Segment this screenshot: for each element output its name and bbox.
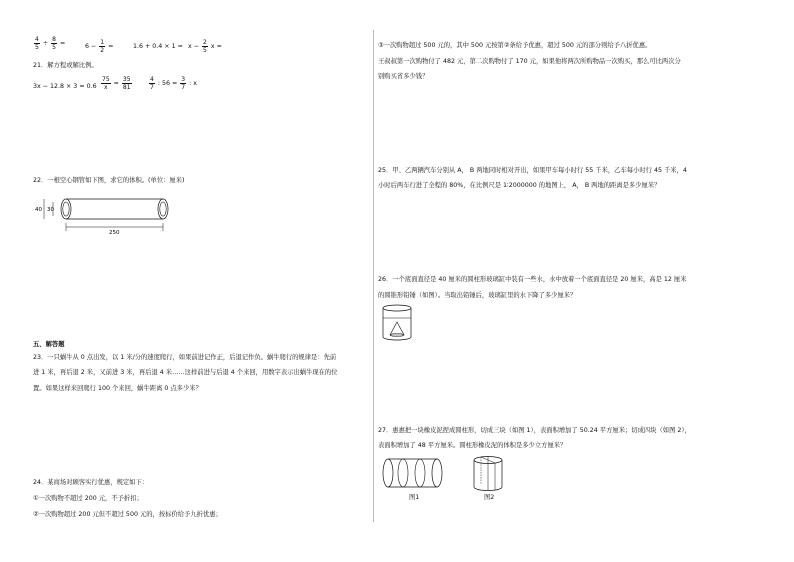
q24-cont-line-3: 别购买省多少钱？ — [378, 73, 429, 80]
q25-line-2: 小时后两车行进了全程的 80%，在比例尺是 1∶2000000 的地图上， A， B 两地的距离是多少厘米？ — [378, 182, 661, 189]
q23-line-2: 进 1 米，再后退 2 米，又前进 3 米，再后退 4 米……这样前进与后退 4 个来回，用数字表示出蜗牛现在的位 — [33, 369, 338, 376]
q24-line-1: 24．某商场对顾客实行优惠，规定如下： — [33, 479, 149, 486]
steel-pipe-figure — [33, 195, 173, 240]
q24-cont-line-1: ③一次购物超过 500 元的，其中 500 元按第②条给予优惠，超过 500 元的部分则给予八折优惠。 — [378, 42, 652, 49]
q27-line-1: 27．惠惠把一块橡皮泥捏成圆柱形，切成三块（如图 1），表面积增加了 50.24 平方厘米；切成四块（如图 2）， — [378, 427, 691, 434]
cylinder-with-cone-figure — [381, 304, 413, 342]
q24-line-3: ②一次购物超过 200 元但不超过 500 元的，按标价给予九折优惠； — [33, 511, 222, 518]
q22-title: 22．一根空心钢管如下图，求它的体积。(单位：厘米) — [33, 177, 185, 184]
q24-cont-line-2: 王叔叔第一次购物付了 482 元，第二次购物付了 170 元，如果他将两次所购物品一次购买，那么可比两次分 — [378, 58, 681, 65]
q23-line-1: 23．一只蜗牛从 0 点出发，以 1 米/分的速度爬行，如果前进记作正，后退记作负。蜗牛爬行的规律是：先前 — [33, 354, 337, 361]
fraction: $\frac{4}{5}$ — [35, 36, 39, 51]
q21-equation-3: $\frac{4}{7}$ : 56 = $\frac{3}{7}$ : x — [150, 76, 197, 91]
fraction: $\frac{75}{x}$ — [102, 76, 110, 91]
column-divider — [373, 30, 374, 522]
fraction: $\frac{4}{7}$ — [150, 76, 154, 91]
q21-title: 21．解方程或解比例。 — [33, 62, 98, 69]
fraction: $\frac{1}{2}$ — [100, 39, 105, 54]
section-title: 五、解答题 — [33, 341, 65, 348]
q21-equation-1: 3x − 12.8 × 3 = 0.6 — [33, 83, 97, 90]
fraction: $\frac{2}{5}$ — [203, 39, 207, 54]
calc-item-4: x − $\frac{2}{5}$ x = — [188, 39, 222, 54]
fraction: $\frac{3}{7}$ — [181, 76, 186, 91]
q27-line-2: 表面积增加了 48 平方厘米。圆柱形橡皮泥的体积是多少立方厘米？ — [378, 442, 567, 449]
dim-length: 250 — [109, 230, 120, 236]
q25-line-1: 25．甲、乙两辆汽车分别从 A， B 两地同时相对开出，如果甲车每小时行 55 千米，乙车每小时行 45 千米，4 — [378, 167, 687, 174]
cylinder-four-pieces-figure — [471, 456, 505, 492]
q26-line-1: 26．一个底面直径是 40 厘米的圆柱形玻璃缸中装有一些水，水中放着一个底面直径是 20 厘米，高是 12 厘米 — [378, 276, 687, 283]
figure-2-label: 图2 — [484, 494, 495, 501]
calc-item-3: 1.6 + 0.4 × 1 = — [133, 43, 183, 50]
fraction: $\frac{8}{5}$ — [52, 36, 56, 51]
cylinder-three-pieces-figure — [382, 457, 444, 491]
q21-equation-2: $\frac{75}{x}$ = $\frac{35}{81}$ — [102, 76, 131, 91]
q26-line-2: 的圆锥形铅锤（如图）。当取出铅锤后，玻璃缸里的水下降了多少厘米？ — [378, 292, 577, 299]
q24-line-2: ①一次购物不超过 200 元，不予折扣； — [33, 495, 143, 502]
q23-line-3: 置。如果这样来回爬行 100 个来回，蜗牛距离 0 点多少米？ — [33, 385, 202, 392]
dim-inner: 30 — [47, 207, 54, 213]
calc-item-1: $\frac{4}{5}$ ÷ $\frac{8}{5}$ = — [35, 36, 66, 51]
dim-outer: 40 — [35, 207, 42, 213]
figure-1-label: 图1 — [409, 494, 420, 501]
calc-item-2: 6 − $\frac{1}{2}$ = — [85, 39, 114, 54]
fraction: $\frac{35}{81}$ — [122, 76, 131, 91]
